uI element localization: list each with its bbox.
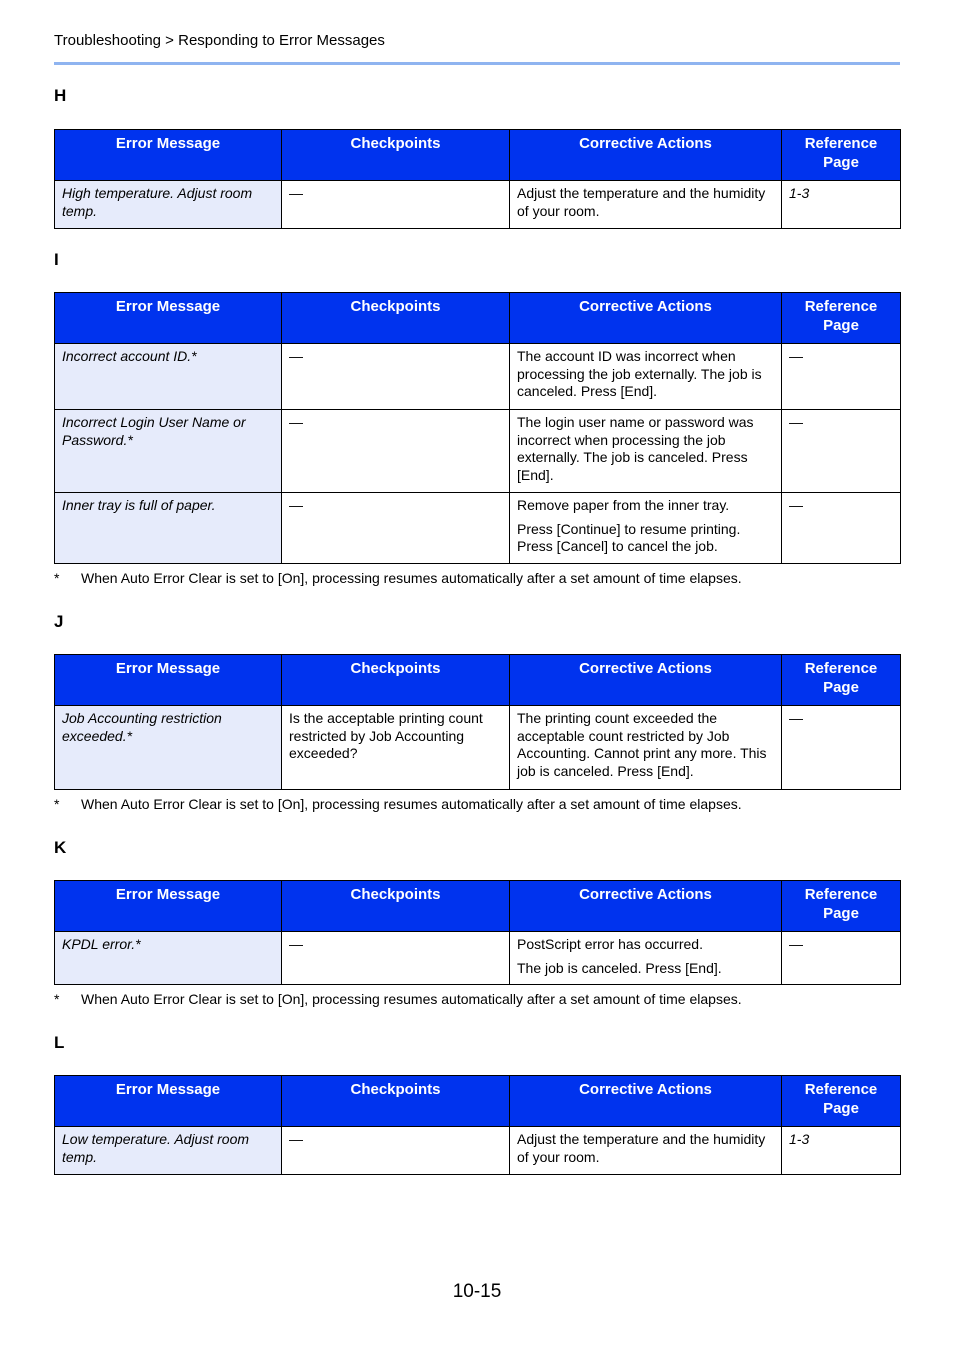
checkpoints-cell: —: [282, 344, 510, 410]
footnote-symbol: *: [54, 569, 60, 586]
table-header-row: [55, 130, 901, 181]
footnote-text: When Auto Error Clear is set to [On], processing resumes automatically after a set amount of time elapses.: [81, 991, 742, 1007]
footnote: [54, 990, 900, 1008]
error-message-cell: Incorrect account ID.*: [55, 344, 282, 410]
reference-page-cell: 1-3: [782, 181, 901, 229]
footnote-text: When Auto Error Clear is set to [On], processing resumes automatically after a set amount of time elapses.: [81, 796, 742, 812]
action-text: Adjust the temperature and the humidity of your room.: [517, 185, 766, 219]
page-number: 10-15: [452, 1281, 502, 1302]
header-corrective-actions: Corrective Actions: [510, 293, 782, 344]
section-i: [54, 250, 900, 587]
table-row: [55, 344, 901, 410]
reference-page-cell: —: [782, 344, 901, 410]
corrective-actions-cell: [510, 706, 782, 790]
breadcrumb: Troubleshooting > Responding to Error Messages: [54, 32, 385, 49]
header-error-message: Error Message: [55, 130, 282, 181]
corrective-actions-cell: [510, 932, 782, 985]
header-error-message: Error Message: [55, 1076, 282, 1127]
table-row: [55, 706, 901, 790]
error-message-cell: Inner tray is full of paper.: [55, 493, 282, 564]
corrective-actions-cell: [510, 344, 782, 410]
section-letter: I: [54, 250, 59, 269]
header-error-message: Error Message: [55, 293, 282, 344]
reference-page-cell: 1-3: [782, 1127, 901, 1175]
table-header-row: [55, 1076, 901, 1127]
action-text: Adjust the temperature and the humidity of your room.: [517, 1131, 766, 1165]
section-j: [54, 612, 900, 813]
footnote: [54, 569, 900, 587]
error-message-cell: Incorrect Login User Name or Password.*: [55, 410, 282, 493]
action-text: Remove paper from the inner tray.: [517, 497, 730, 513]
error-table: [54, 129, 901, 229]
reference-page-cell: —: [782, 706, 901, 790]
reference-page-cell: —: [782, 410, 901, 493]
error-table: [54, 292, 901, 564]
action-text: The job is canceled. Press [End].: [517, 959, 722, 976]
header-corrective-actions: Corrective Actions: [510, 130, 782, 181]
section-l: [54, 1033, 900, 1175]
table-row: [55, 1127, 901, 1175]
error-message-cell: High temperature. Adjust room temp.: [55, 181, 282, 229]
reference-page-cell: —: [782, 493, 901, 564]
corrective-actions-cell: [510, 410, 782, 493]
action-text: The account ID was incorrect when processing the job externally. The job is canceled. Press [End].: [517, 348, 762, 399]
header-error-message: Error Message: [55, 881, 282, 932]
header-reference-page: Reference Page: [782, 1076, 901, 1127]
error-message-cell: KPDL error.*: [55, 932, 282, 985]
section-h: [54, 86, 900, 229]
header-checkpoints: Checkpoints: [282, 130, 510, 181]
section-k: [54, 838, 900, 1008]
reference-page-cell: —: [782, 932, 901, 985]
table-header-row: [55, 655, 901, 706]
checkpoints-cell: —: [282, 410, 510, 493]
header-reference-page: Reference Page: [782, 293, 901, 344]
header-checkpoints: Checkpoints: [282, 293, 510, 344]
checkpoints-cell: —: [282, 932, 510, 985]
table-row: [55, 932, 901, 985]
action-text: PostScript error has occurred.: [517, 936, 703, 952]
error-message-cell: Job Accounting restriction exceeded.*: [55, 706, 282, 790]
header-corrective-actions: Corrective Actions: [510, 655, 782, 706]
corrective-actions-cell: [510, 181, 782, 229]
section-letter: H: [54, 86, 67, 105]
error-table: [54, 1075, 901, 1175]
action-text: The printing count exceeded the acceptable count restricted by Job Accounting. Cannot print any more. This job is canceled. Press [End].: [517, 710, 767, 779]
header-reference-page: Reference Page: [782, 655, 901, 706]
header-corrective-actions: Corrective Actions: [510, 1076, 782, 1127]
error-message-cell: Low temperature. Adjust room temp.: [55, 1127, 282, 1175]
section-letter: K: [54, 838, 67, 857]
checkpoints-cell: —: [282, 1127, 510, 1175]
footnote-symbol: *: [54, 796, 60, 812]
footnote-symbol: *: [54, 991, 60, 1007]
corrective-actions-cell: [510, 493, 782, 564]
table-row: [55, 493, 901, 564]
header-checkpoints: Checkpoints: [282, 655, 510, 706]
table-row: [55, 410, 901, 493]
section-letter: L: [54, 1033, 65, 1052]
table-header-row: [55, 293, 901, 344]
header-error-message: Error Message: [55, 655, 282, 706]
checkpoints-cell: —: [282, 181, 510, 229]
footnote-text: When Auto Error Clear is set to [On], processing resumes automatically after a set amount of time elapses.: [81, 569, 742, 586]
error-table: [54, 880, 901, 985]
header-divider: [54, 62, 900, 65]
action-text: The login user name or password was incorrect when processing the job externally. The job is canceled. Press [End].: [517, 414, 754, 483]
checkpoints-cell: —: [282, 493, 510, 564]
error-table: [54, 654, 901, 790]
header-checkpoints: Checkpoints: [282, 1076, 510, 1127]
checkpoints-cell: Is the acceptable printing count restricted by Job Accounting exceeded?: [282, 706, 510, 790]
table-header-row: [55, 881, 901, 932]
header-checkpoints: Checkpoints: [282, 881, 510, 932]
section-letter: J: [54, 612, 64, 631]
header-corrective-actions: Corrective Actions: [510, 881, 782, 932]
corrective-actions-cell: [510, 1127, 782, 1175]
header-reference-page: Reference Page: [782, 130, 901, 181]
header-reference-page: Reference Page: [782, 881, 901, 932]
action-text: Press [Continue] to resume printing. Press [Cancel] to cancel the job.: [517, 520, 741, 554]
footnote: [54, 795, 900, 813]
table-row: [55, 181, 901, 229]
